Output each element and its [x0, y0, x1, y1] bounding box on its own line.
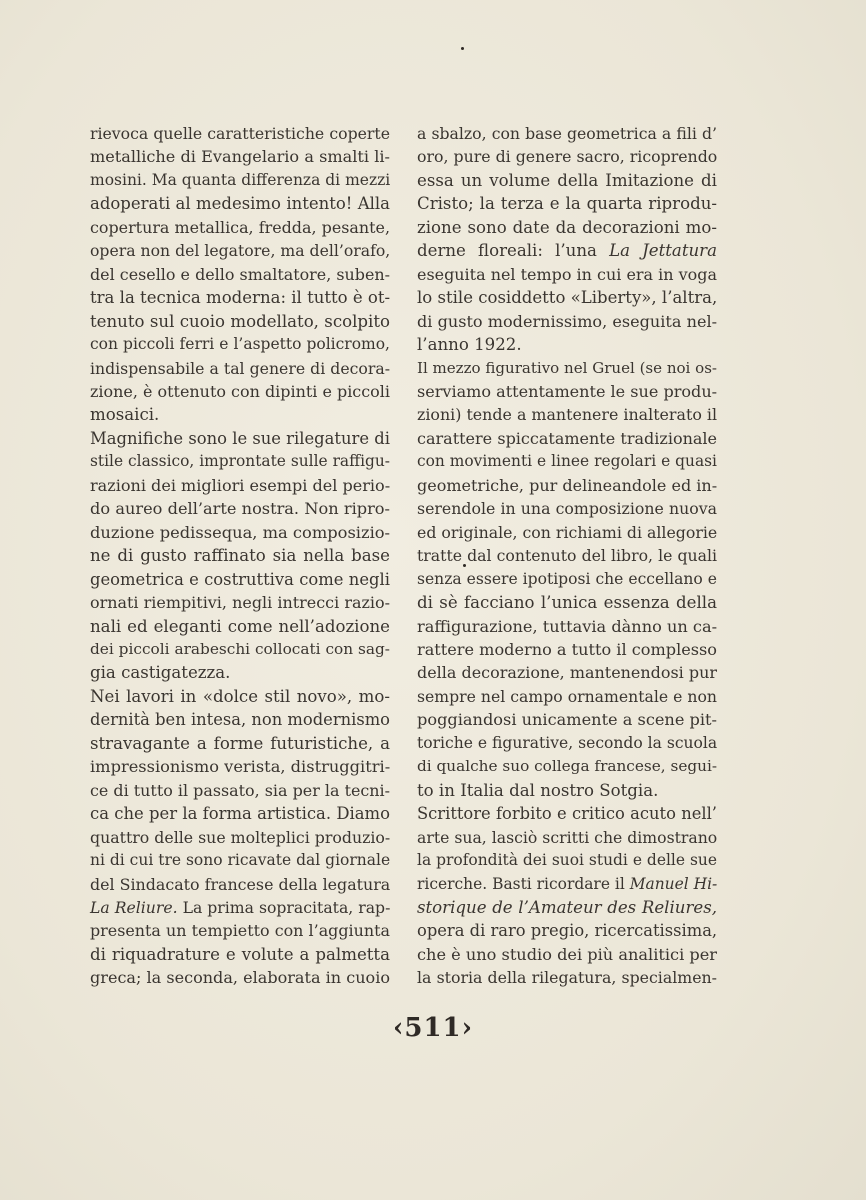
text-line	[90, 849, 390, 872]
text-run: ne di gusto raffinato sia nella base	[90, 546, 390, 566]
text-line	[417, 544, 717, 567]
text-line	[90, 521, 390, 544]
text-line	[417, 591, 717, 614]
text-line	[90, 755, 390, 778]
text-line	[90, 216, 390, 239]
text-line	[90, 403, 390, 426]
text-line	[417, 192, 717, 215]
text-line	[417, 661, 717, 684]
text-line	[90, 591, 390, 614]
text-run: di riquadrature e volute a palmetta	[90, 944, 390, 964]
text-line	[90, 943, 390, 966]
text-line	[417, 333, 717, 356]
text-run: carattere spiccatamente tradizionale	[417, 428, 717, 448]
text-run: zione, è ottenuto con dipinti e piccoli	[90, 381, 390, 401]
text-line	[90, 474, 390, 497]
text-line	[90, 286, 390, 309]
text-run: presenta un tempietto con l’aggiunta	[90, 921, 390, 941]
text-run: di qualche suo collega francese, segui-	[417, 757, 717, 776]
text-run: Nei lavori in «dolce stil novo», mo-	[90, 686, 390, 706]
text-run: arte sua, lasciò scritti che dimostrano	[417, 827, 718, 847]
text-line	[90, 450, 390, 473]
text-line	[90, 638, 390, 661]
italic-title: La Reliure.	[90, 897, 178, 917]
text-line	[417, 685, 717, 708]
text-run: dernità ben intesa, non modernismo	[90, 710, 390, 730]
text-run: greca; la seconda, elaborata in cuoio	[90, 968, 390, 988]
text-run: nali ed eleganti come nell’adozione	[90, 616, 390, 636]
text-run: la profondità dei suoi studi e delle sue	[417, 851, 717, 870]
text-line	[90, 192, 390, 215]
text-line	[90, 896, 390, 919]
text-line	[417, 568, 717, 591]
text-line	[417, 216, 717, 239]
text-run: mosini. Ma quanta differenza di mezzi	[90, 170, 391, 189]
text-run: senza essere ipotiposi che eccellano e	[417, 569, 717, 588]
text-line	[90, 357, 390, 380]
text-line	[417, 122, 717, 145]
text-run: l’anno 1922.	[417, 335, 522, 355]
text-line	[90, 333, 390, 356]
text-run: tenuto sul cuoio modellato, scolpito	[90, 311, 390, 331]
text-run: quattro delle sue molteplici produzio-	[90, 827, 391, 847]
text-line	[417, 497, 717, 520]
right-text-column	[417, 122, 717, 990]
text-run: stile classico, improntate sulle raffigu-	[90, 452, 390, 471]
text-line	[90, 544, 390, 567]
text-run: serendole in una composizione nuova	[417, 499, 717, 519]
text-run: Cristo; la terza e la quarta riprodu-	[417, 194, 717, 214]
text-run: rattere moderno a tutto il complesso	[417, 639, 717, 659]
text-run: geometriche, pur delineandole ed in-	[417, 475, 718, 495]
text-run: impressionismo verista, distruggitri-	[90, 757, 391, 777]
text-line	[90, 779, 390, 802]
text-line	[417, 615, 717, 638]
text-line	[90, 239, 390, 262]
text-run: ce di tutto il passato, sia per la tecni-	[90, 780, 390, 800]
text-run: con movimenti e linee regolari e quasi	[417, 452, 717, 471]
text-line	[90, 263, 390, 286]
text-line	[90, 427, 390, 450]
text-run: derne floreali: l’una	[417, 241, 610, 261]
text-run: serviamo attentamente le sue produ-	[417, 381, 718, 401]
text-line	[90, 310, 390, 333]
italic-title: La Jettatura	[609, 241, 717, 261]
text-run: to in Italia dal nostro Sotgia.	[417, 780, 659, 800]
text-line	[417, 873, 717, 896]
text-line	[417, 521, 717, 544]
text-run: adoperati al medesimo intento! Alla	[90, 194, 390, 214]
text-run: indispensabile a tal genere di decora-	[90, 358, 390, 378]
text-line	[417, 802, 717, 825]
text-run: ni di cui tre sono ricavate dal giornale	[90, 851, 391, 870]
text-run: con piccoli ferri e l’aspetto policromo,	[90, 335, 390, 354]
text-run: essa un volume della Imitazione di	[417, 170, 717, 190]
text-line	[417, 427, 717, 450]
text-line	[417, 755, 717, 778]
text-run: sempre nel campo ornamentale e non	[417, 686, 717, 706]
page-number: ‹511›	[392, 1013, 474, 1043]
text-line	[90, 802, 390, 825]
text-line	[417, 826, 717, 849]
text-line	[417, 474, 717, 497]
text-run: di sè facciano l’unica essenza della	[417, 593, 717, 613]
text-run: oro, pure di genere sacro, ricoprendo	[417, 147, 718, 167]
text-run: do aureo dell’arte nostra. Non ripro-	[90, 499, 390, 519]
text-line	[417, 943, 717, 966]
text-run: rievoca quelle caratteristiche coperte	[90, 124, 390, 143]
text-line	[417, 966, 717, 989]
text-line	[417, 145, 717, 168]
text-run: ed originale, con richiami di allegorie	[417, 522, 718, 542]
text-line	[417, 638, 717, 661]
text-line	[90, 919, 390, 942]
text-run: Magnifiche sono le sue rilegature di	[90, 428, 390, 448]
text-run: tra la tecnica moderna: il tutto è ot-	[90, 288, 391, 308]
text-line	[417, 779, 717, 802]
speck-mark	[461, 47, 464, 50]
text-run: ricerche. Basti ricordare il	[417, 874, 630, 893]
text-run: raffigurazione, tuttavia dànno un ca-	[417, 616, 718, 636]
text-line	[417, 310, 717, 333]
italic-title: Manuel Hi-	[629, 874, 718, 893]
text-line	[90, 966, 390, 989]
text-run: poggiandosi unicamente a scene pit-	[417, 710, 717, 730]
text-run: metalliche di Evangelario a smalti li-	[90, 147, 390, 167]
text-line	[90, 615, 390, 638]
text-line	[90, 708, 390, 731]
text-run: gia castigatezza.	[90, 663, 231, 683]
text-run: toriche e figurative, secondo la scuola	[417, 733, 718, 752]
text-line	[417, 450, 717, 473]
text-run: a sbalzo, con base geometrica a fili d’	[417, 124, 717, 143]
text-run: opera di raro pregio, ricercatissima,	[417, 921, 718, 941]
text-line	[417, 357, 717, 380]
text-run: opera non del legatore, ma dell’orafo,	[90, 241, 391, 261]
text-run: che è uno studio dei più analitici per	[417, 944, 717, 964]
text-line	[417, 896, 717, 919]
text-run: La prima sopracitata, rap-	[177, 897, 391, 917]
text-run: Il mezzo figurativo nel Gruel (se noi os-	[417, 358, 717, 377]
text-line	[417, 849, 717, 872]
text-run: mosaici.	[90, 405, 160, 425]
text-run: del cesello e dello smaltatore, suben-	[90, 264, 390, 284]
text-line	[417, 239, 717, 262]
text-line	[417, 169, 717, 192]
text-line	[417, 732, 717, 755]
text-run: dei piccoli arabeschi collocati con sag-	[90, 639, 390, 658]
text-line	[417, 403, 717, 426]
text-run: ca che per la forma artistica. Diamo	[90, 804, 390, 824]
text-line	[417, 380, 717, 403]
text-line	[90, 873, 390, 896]
text-line	[90, 685, 390, 708]
text-line	[417, 919, 717, 942]
text-run: di gusto modernissimo, eseguita nel-	[417, 311, 717, 331]
text-line	[417, 286, 717, 309]
text-run: zione sono date da decorazioni mo-	[417, 217, 717, 237]
text-line	[90, 122, 390, 145]
text-line	[90, 661, 390, 684]
text-run: eseguita nel tempo in cui era in voga	[417, 264, 717, 284]
text-run: razioni dei migliori esempi del perio-	[90, 475, 391, 495]
text-line	[90, 169, 390, 192]
text-run: Scrittore forbito e critico acuto nell’	[417, 804, 717, 824]
text-line	[417, 263, 717, 286]
text-run: stravagante a forme futuristiche, a	[90, 733, 390, 753]
text-run: copertura metallica, fredda, pesante,	[90, 217, 390, 237]
text-run: ornati riempitivi, negli intrecci razio-	[90, 593, 390, 613]
text-line	[90, 732, 390, 755]
text-run: lo stile cosiddetto «Liberty», l’altra,	[417, 288, 718, 308]
text-line	[90, 568, 390, 591]
text-run: duzione pedissequa, ma composizio-	[90, 522, 391, 542]
italic-title: storique de l’Amateur des Reliures,	[417, 897, 717, 917]
text-line	[90, 145, 390, 168]
text-run: zioni) tende a mantenere inalterato il	[417, 405, 718, 425]
text-run: geometrica e costruttiva come negli	[90, 569, 390, 589]
text-line	[90, 826, 390, 849]
text-run: della decorazione, mantenendosi pur	[417, 663, 717, 683]
text-run: la storia della rilegatura, specialmen-	[417, 968, 717, 988]
text-line	[90, 380, 390, 403]
left-text-column	[90, 122, 390, 990]
text-line	[417, 708, 717, 731]
text-run: del Sindacato francese della legatura	[90, 874, 391, 894]
text-run: tratte dal contenuto del libro, le quali	[417, 546, 717, 566]
text-line	[90, 497, 390, 520]
